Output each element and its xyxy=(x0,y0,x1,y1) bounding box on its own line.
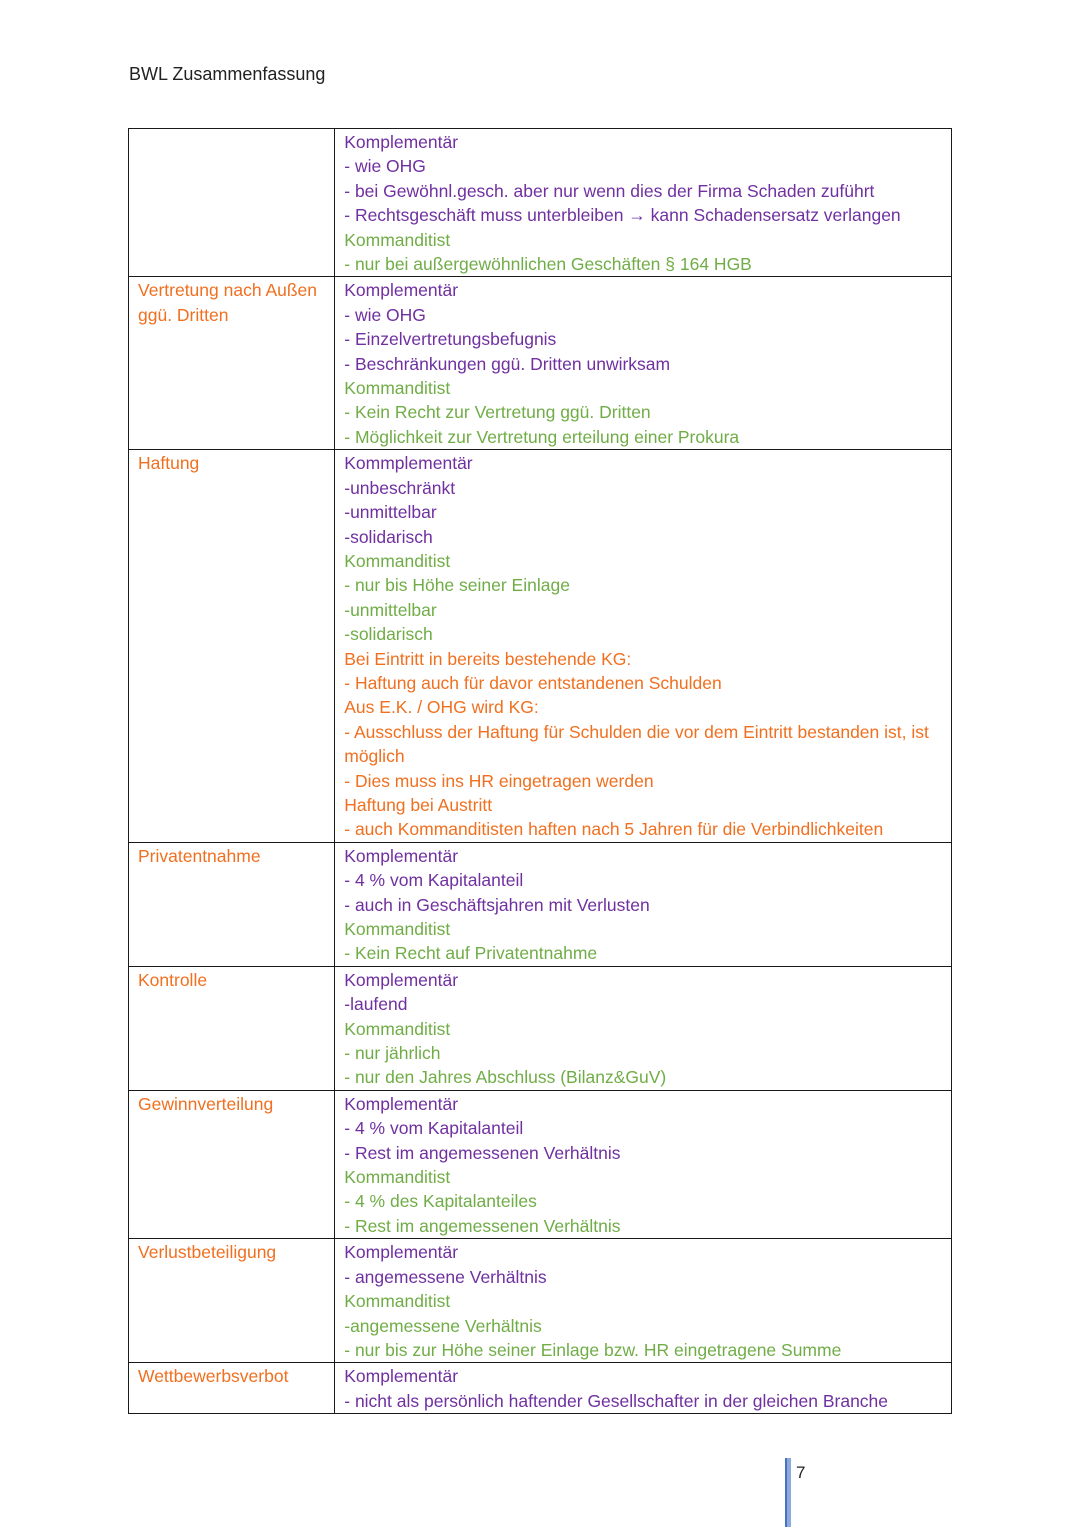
content-line: - nur bis Höhe seiner Einlage xyxy=(344,575,570,596)
content-line: Komplementär xyxy=(344,1366,459,1387)
content-line: - 4 % des Kapitalanteiles xyxy=(344,1191,537,1212)
content-line: - Kein Recht auf Privatentnahme xyxy=(344,943,598,964)
row-label: Vertretung nach Außen ggü. Dritten xyxy=(129,277,335,450)
content-line: - Rest im angemessenen Verhältnis xyxy=(344,1215,621,1236)
content-line: Bei Eintritt in bereits bestehende KG: xyxy=(344,648,632,669)
content-line: Aus E.K. / OHG wird KG: xyxy=(344,697,539,718)
content-line: - nicht als persönlich haftender Gesellschafter in der gleichen Branche xyxy=(344,1390,889,1411)
table-row xyxy=(129,450,952,843)
row-label: Wettbewerbsverbot xyxy=(129,1363,335,1414)
row-content xyxy=(335,1363,952,1414)
table-row xyxy=(129,129,952,277)
content-line: - auch Kommanditisten haften nach 5 Jahren für die Verbindlichkeiten xyxy=(344,819,884,840)
content-line: -unbeschränkt xyxy=(344,477,456,498)
row-content xyxy=(335,277,952,450)
content-line: Kommanditist xyxy=(344,919,451,939)
content-line: Komplementär xyxy=(344,845,459,866)
table-row xyxy=(129,1363,952,1414)
content-line: - Dies muss ins HR eingetragen werden xyxy=(344,770,654,791)
table-row xyxy=(129,966,952,1090)
row-label: Privatentnahme xyxy=(129,842,335,966)
table-row xyxy=(129,1239,952,1363)
content-line: -solidarisch xyxy=(344,526,433,547)
content-line: -angemessene Verhältnis xyxy=(344,1315,542,1336)
content-line: Komplementär xyxy=(344,1093,459,1114)
content-line: - 4 % vom Kapitalanteil xyxy=(344,870,524,891)
content-line: - 4 % vom Kapitalanteil xyxy=(344,1118,524,1139)
document-header-title: BWL Zusammenfassung xyxy=(129,64,326,84)
content-line: - Rechtsgeschäft muss unterbleiben → kann Schadensersatz verlangen xyxy=(344,205,901,226)
row-label xyxy=(129,129,335,277)
row-content xyxy=(335,842,952,966)
content-line: Komplementär xyxy=(344,1242,459,1263)
content-line: Kommanditist xyxy=(344,550,451,571)
content-line: - nur bis zur Höhe seiner Einlage bzw. HR eingetragene Summe xyxy=(344,1339,842,1360)
content-line: - nur den Jahres Abschluss (Bilanz&GuV) xyxy=(344,1067,667,1088)
row-content xyxy=(335,1090,952,1238)
row-content xyxy=(335,450,952,843)
table-row xyxy=(129,1090,952,1238)
content-line: -unmittelbar xyxy=(344,502,437,523)
content-line: Kommanditist xyxy=(344,229,451,250)
table-row xyxy=(129,842,952,966)
row-label: Verlustbeteiligung xyxy=(129,1239,335,1363)
row-content xyxy=(335,1239,952,1363)
content-line: Kommanditist xyxy=(344,1167,451,1188)
row-content xyxy=(335,129,952,277)
content-line: - Beschränkungen ggü. Dritten unwirksam xyxy=(344,353,671,374)
content-line: -unmittelbar xyxy=(344,599,437,620)
content-line: -laufend xyxy=(344,994,408,1015)
content-line: Haftung bei Austritt xyxy=(344,794,493,815)
row-label: Gewinnverteilung xyxy=(129,1090,335,1238)
row-label: Haftung xyxy=(129,450,335,843)
page-number: 7 xyxy=(796,1463,806,1482)
content-line: - Ausschluss der Haftung für Schulden die vor dem Eintritt bestanden ist, ist möglich xyxy=(344,721,929,767)
page-number-bar xyxy=(785,1458,791,1527)
content-line: - nur bei außergewöhnlichen Geschäften § 164 HGB xyxy=(344,254,752,275)
content-line: Komplementär xyxy=(344,132,459,152)
content-line: - bei Gewöhnl.gesch. aber nur wenn dies der Firma Schaden zuführt xyxy=(344,180,875,201)
content-line: - angemessene Verhältnis xyxy=(344,1266,547,1287)
table-row xyxy=(129,277,952,450)
content-line: Kommanditist xyxy=(344,1291,451,1312)
content-line: Kommplementär xyxy=(344,453,473,474)
kg-summary-table xyxy=(128,128,952,1414)
content-line: - Einzelvertretungsbefugnis xyxy=(344,329,557,350)
content-line: - Rest im angemessenen Verhältnis xyxy=(344,1142,621,1163)
row-content xyxy=(335,966,952,1090)
content-line: - Möglichkeit zur Vertretung erteilung einer Prokura xyxy=(344,426,740,447)
content-line: -solidarisch xyxy=(344,624,433,645)
content-line: Komplementär xyxy=(344,280,459,301)
content-line: - auch in Geschäftsjahren mit Verlusten xyxy=(344,894,650,915)
content-line: Komplementär xyxy=(344,969,459,990)
content-line: - nur jährlich xyxy=(344,1043,441,1064)
content-line: - Kein Recht zur Vertretung ggü. Dritten xyxy=(344,402,651,423)
content-line: - Haftung auch für davor entstandenen Schulden xyxy=(344,672,722,693)
content-line: - wie OHG xyxy=(344,156,426,177)
content-line: Kommanditist xyxy=(344,1018,451,1039)
content-line: Kommanditist xyxy=(344,378,451,399)
content-line: - wie OHG xyxy=(344,304,426,325)
row-label: Kontrolle xyxy=(129,966,335,1090)
